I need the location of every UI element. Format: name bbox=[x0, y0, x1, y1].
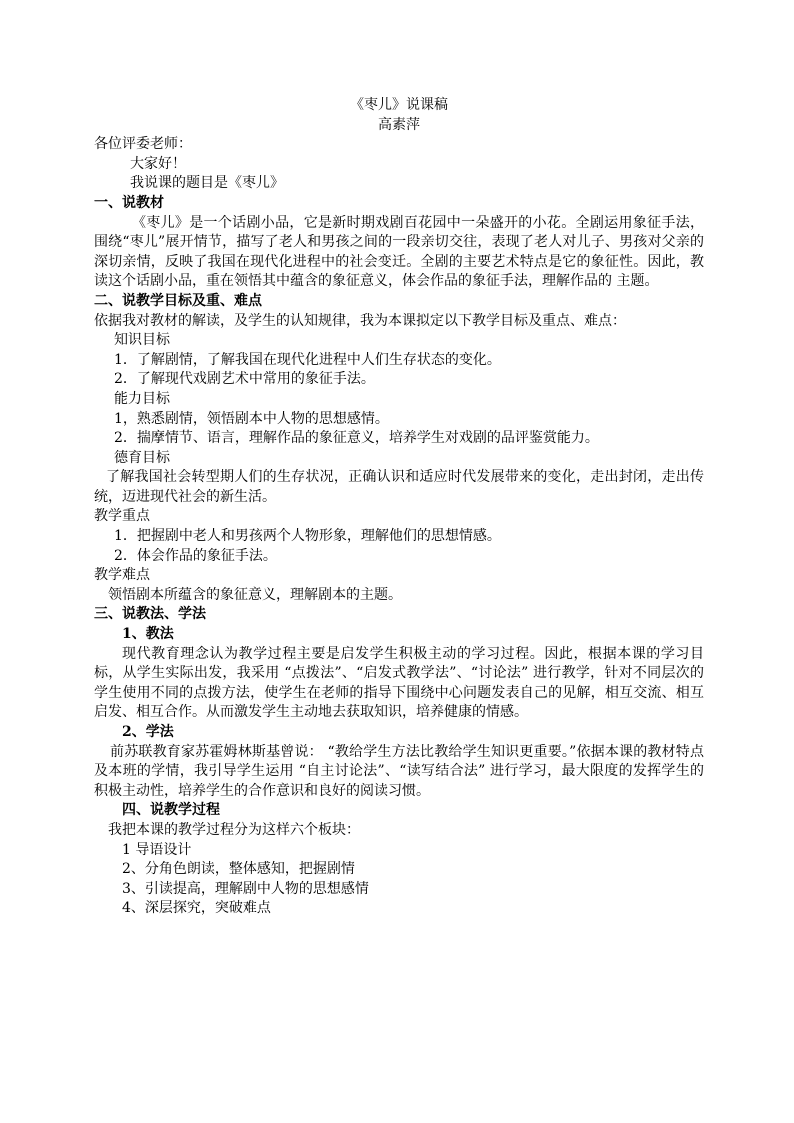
process-item-4: 4、深层探究，突破难点 bbox=[122, 900, 271, 917]
process-item-1: 1 导语设计 bbox=[122, 841, 192, 858]
section-4-intro: 我把本课的教学过程分为这样六个板块： bbox=[108, 821, 360, 838]
knowledge-goal-2: 2．了解现代戏剧艺术中常用的象征手法。 bbox=[114, 371, 375, 388]
key-points-label: 教学重点 bbox=[94, 508, 150, 525]
difficulty-text: 领悟剧本所蕴含的象征意义，理解剧本的主题。 bbox=[108, 586, 402, 603]
topic-line: 我说课的题目是《枣儿》 bbox=[130, 175, 284, 192]
section-2-heading: 二、说教学目标及重、难点 bbox=[94, 292, 262, 309]
document-page bbox=[94, 96, 704, 919]
section-1-heading: 一、说教材 bbox=[94, 194, 164, 211]
ability-goal-1: 1，熟悉剧情，领悟剧本中人物的思想感情。 bbox=[114, 410, 389, 427]
section-3-heading: 三、说教法、学法 bbox=[94, 606, 206, 623]
section-2-intro: 依据我对教材的解读，及学生的认知规律，我为本课拟定以下教学目标及重点、难点： bbox=[94, 312, 626, 329]
moral-goal-text: 了解我国社会转型期人们的生存状况，正确认识和适应时代发展带来的变化，走出封闭，走出传统，迈进现代社会的新生活。 bbox=[94, 469, 704, 505]
teaching-method-heading: 1、教法 bbox=[122, 626, 174, 643]
section-1-paragraph: 《枣儿》是一个话剧小品，它是新时期戏剧百花园中一朵盛开的小花。全剧运用象征手法，围绕“枣儿”展开情节，描写了老人和男孩之间的一段亲切交往，表现了老人对儿子、男孩对父亲的深切亲情，反映了我国在现代化进程中的社会变迁。全剧的主要艺术特点是它的象征性。因此，教读这个话剧小品，重在领悟其中蕴含的象征意义，体会作品的象征手法，理解作品的 主题。 bbox=[94, 214, 704, 290]
section-4-heading: 四、说教学过程 bbox=[122, 802, 220, 819]
hello-line: 大家好！ bbox=[130, 155, 186, 172]
key-point-2: 2．体会作品的象征手法。 bbox=[114, 547, 277, 564]
knowledge-goals-label: 知识目标 bbox=[114, 332, 170, 349]
learning-method-text: 前苏联教育家苏霍姆林斯基曾说： “教给学生方法比教给学生知识更重要。”依据本课的教材特点及本班的学情，我引导学生运用 “自主讨论法”、“读写结合法” 进行学习，最大限度的发挥学生的积极主动性，培养学生的合作意识和良好的阅读习惯。 bbox=[94, 743, 704, 799]
ability-goal-2: 2．揣摩情节、语言，理解作品的象征意义，培养学生对戏剧的品评鉴赏能力。 bbox=[114, 430, 599, 447]
knowledge-goal-1: 1．了解剧情，了解我国在现代化进程中人们生存状态的变化。 bbox=[114, 351, 501, 368]
document-title: 《枣儿》说课稿 bbox=[350, 97, 448, 113]
difficulty-label: 教学难点 bbox=[94, 567, 150, 584]
key-point-1: 1．把握剧中老人和男孩两个人物形象，理解他们的思想情感。 bbox=[114, 528, 501, 545]
ability-goals-label: 能力目标 bbox=[114, 390, 170, 407]
moral-goals-label: 德育目标 bbox=[114, 449, 170, 466]
teaching-method-text: 现代教育理念认为教学过程主要是启发学生积极主动的学习过程。因此，根据本课的学习目标，从学生实际出发，我采用 “点拨法”、“启发式教学法”、“讨论法” 进行教学，针对不同层次的学生使用不同的点拨方法，使学生在老师的指导下围绕中心问题发表自己的见解，相互交流、相互启发、相互合作。从而激发学生主动地去获取知识，培养健康的情感。 bbox=[94, 645, 704, 721]
learning-method-heading: 2、学法 bbox=[122, 724, 174, 740]
process-item-3: 3、引读提高，理解剧中人物的思想感情 bbox=[122, 880, 369, 897]
author-name: 高素萍 bbox=[378, 116, 420, 133]
greeting: 各位评委老师： bbox=[94, 136, 192, 153]
process-item-2: 2、分角色朗读，整体感知，把握剧情 bbox=[122, 861, 355, 878]
